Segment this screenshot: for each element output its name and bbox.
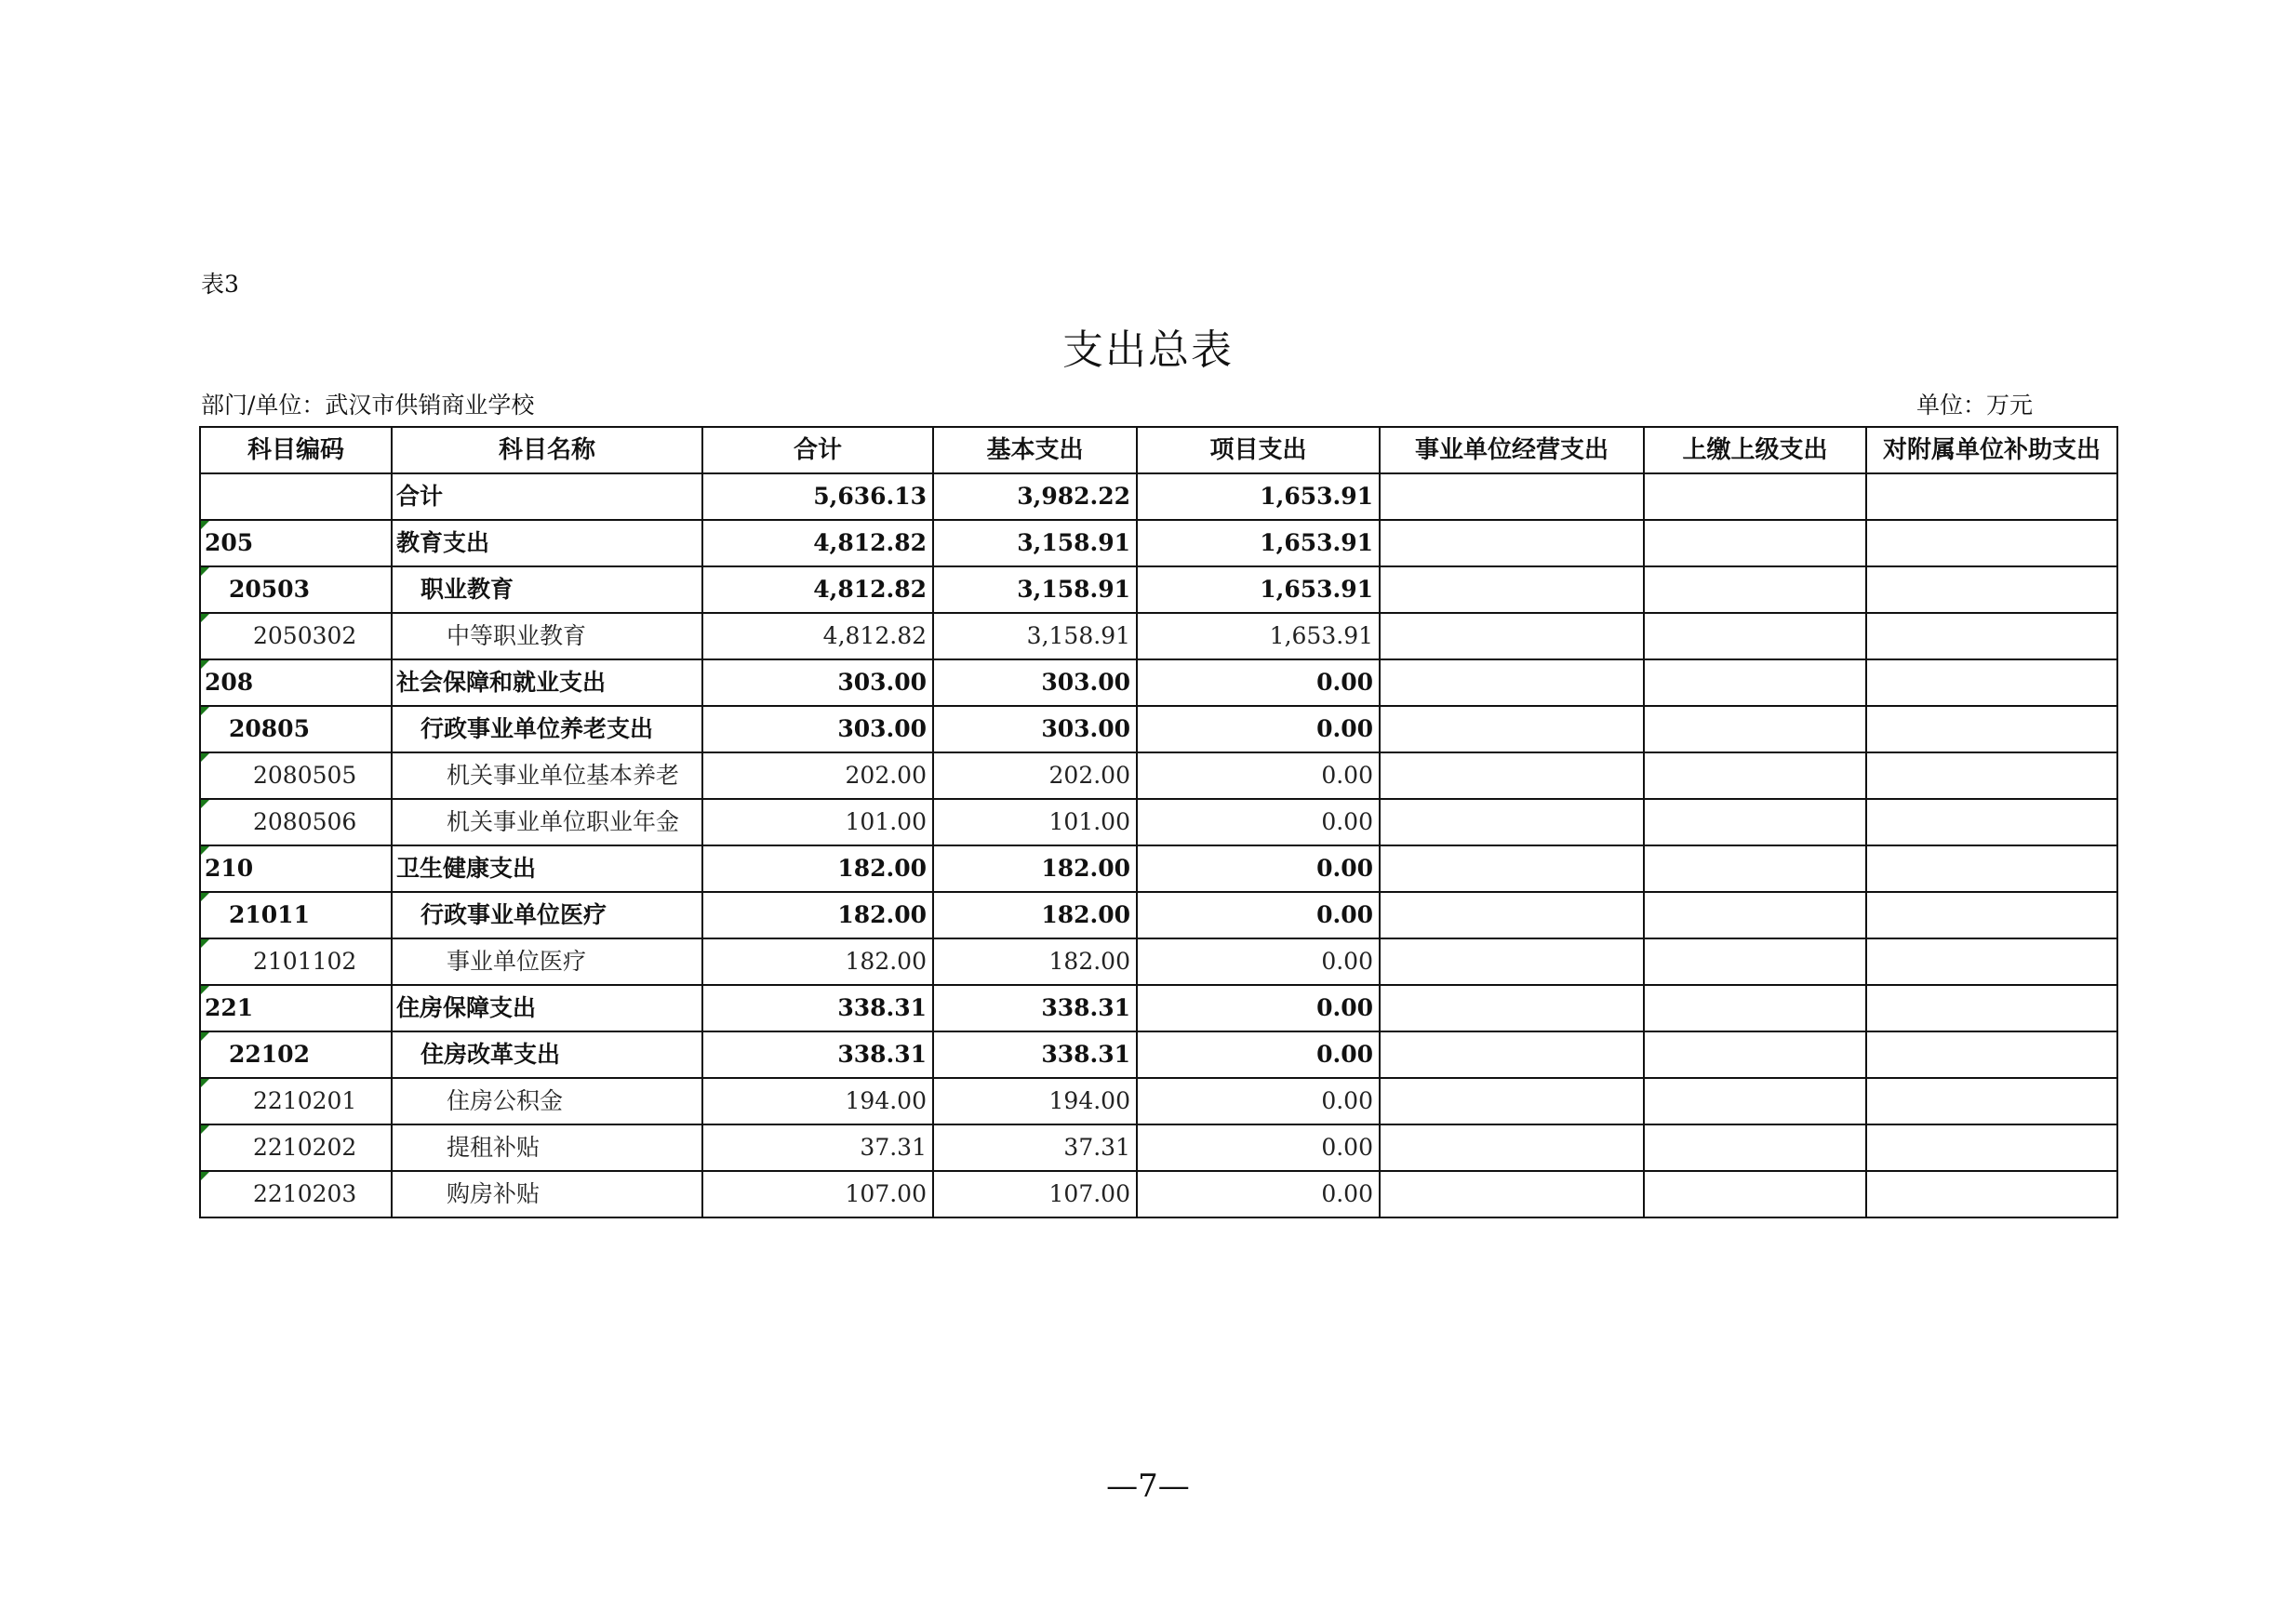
basic-expenditure-cell: 3,158.91 xyxy=(933,520,1137,566)
subject-name-cell: 行政事业单位养老支出 xyxy=(392,706,702,752)
business-expenditure-cell xyxy=(1380,613,1644,659)
basic-expenditure-cell: 37.31 xyxy=(933,1124,1137,1171)
subject-name-cell: 行政事业单位医疗 xyxy=(392,892,702,938)
subsidy-affiliates-cell xyxy=(1866,985,2117,1031)
table-row xyxy=(200,1031,2117,1078)
remit-superior-cell xyxy=(1644,613,1866,659)
subject-code-cell: 2080506 xyxy=(200,799,392,845)
cell-marker-icon xyxy=(201,1032,209,1041)
business-expenditure-cell xyxy=(1380,520,1644,566)
business-expenditure-cell xyxy=(1380,659,1644,706)
subject-name-cell: 事业单位医疗 xyxy=(392,938,702,985)
business-expenditure-cell xyxy=(1380,938,1644,985)
total-cell: 338.31 xyxy=(702,985,933,1031)
project-expenditure-cell: 1,653.91 xyxy=(1137,520,1380,566)
basic-expenditure-cell: 3,158.91 xyxy=(933,566,1137,613)
subsidy-affiliates-cell xyxy=(1866,1171,2117,1217)
table-row xyxy=(200,1124,2117,1171)
subject-name-cell: 中等职业教育 xyxy=(392,613,702,659)
remit-superior-cell xyxy=(1644,1171,1866,1217)
total-cell: 101.00 xyxy=(702,799,933,845)
business-expenditure-cell xyxy=(1380,1171,1644,1217)
project-expenditure-cell: 0.00 xyxy=(1137,752,1380,799)
subsidy-affiliates-cell xyxy=(1866,520,2117,566)
business-expenditure-cell xyxy=(1380,1031,1644,1078)
table-row xyxy=(200,520,2117,566)
cell-marker-icon xyxy=(201,1172,209,1180)
business-expenditure-cell xyxy=(1380,985,1644,1031)
remit-superior-cell xyxy=(1644,566,1866,613)
subsidy-affiliates-cell xyxy=(1866,566,2117,613)
basic-expenditure-cell: 202.00 xyxy=(933,752,1137,799)
subject-name-cell: 社会保障和就业支出 xyxy=(392,659,702,706)
remit-superior-cell xyxy=(1644,706,1866,752)
subject-code-cell: 208 xyxy=(200,659,392,706)
business-expenditure-cell xyxy=(1380,892,1644,938)
subject-code-cell: 20503 xyxy=(200,566,392,613)
total-cell: 5,636.13 xyxy=(702,473,933,520)
project-expenditure-cell: 0.00 xyxy=(1137,1124,1380,1171)
table-row xyxy=(200,659,2117,706)
remit-superior-cell xyxy=(1644,473,1866,520)
remit-superior-cell xyxy=(1644,938,1866,985)
subject-name-cell: 职业教育 xyxy=(392,566,702,613)
total-cell: 182.00 xyxy=(702,845,933,892)
total-cell: 338.31 xyxy=(702,1031,933,1078)
project-expenditure-cell: 1,653.91 xyxy=(1137,613,1380,659)
cell-marker-icon xyxy=(201,846,209,855)
business-expenditure-cell xyxy=(1380,1124,1644,1171)
header-total: 合计 xyxy=(702,427,933,473)
subject-name-cell: 住房保障支出 xyxy=(392,985,702,1031)
subject-code-cell: 2050302 xyxy=(200,613,392,659)
cell-marker-icon xyxy=(201,753,209,762)
subject-code-cell: 20805 xyxy=(200,706,392,752)
table-row xyxy=(200,566,2117,613)
business-expenditure-cell xyxy=(1380,752,1644,799)
basic-expenditure-cell: 3,982.22 xyxy=(933,473,1137,520)
project-expenditure-cell: 0.00 xyxy=(1137,892,1380,938)
table-row xyxy=(200,752,2117,799)
subject-code-cell: 2101102 xyxy=(200,938,392,985)
cell-marker-icon xyxy=(201,893,209,901)
basic-expenditure-cell: 303.00 xyxy=(933,659,1137,706)
subject-code-cell: 21011 xyxy=(200,892,392,938)
project-expenditure-cell: 0.00 xyxy=(1137,845,1380,892)
remit-superior-cell xyxy=(1644,1031,1866,1078)
basic-expenditure-cell: 107.00 xyxy=(933,1171,1137,1217)
cell-marker-icon xyxy=(201,800,209,808)
cell-marker-icon xyxy=(201,614,209,622)
subsidy-affiliates-cell xyxy=(1866,613,2117,659)
remit-superior-cell xyxy=(1644,752,1866,799)
cell-marker-icon xyxy=(201,986,209,994)
project-expenditure-cell: 1,653.91 xyxy=(1137,473,1380,520)
subject-code-cell: 221 xyxy=(200,985,392,1031)
subject-name-cell: 卫生健康支出 xyxy=(392,845,702,892)
subsidy-affiliates-cell xyxy=(1866,706,2117,752)
basic-expenditure-cell: 101.00 xyxy=(933,799,1137,845)
subsidy-affiliates-cell xyxy=(1866,752,2117,799)
basic-expenditure-cell: 182.00 xyxy=(933,845,1137,892)
cell-marker-icon xyxy=(201,660,209,669)
table-row xyxy=(200,892,2117,938)
project-expenditure-cell: 0.00 xyxy=(1137,659,1380,706)
total-cell: 194.00 xyxy=(702,1078,933,1124)
table-row xyxy=(200,473,2117,520)
page-title: 支出总表 xyxy=(1062,326,1234,374)
subject-name-cell: 机关事业单位职业年金 xyxy=(392,799,702,845)
subject-code-cell: 2210202 xyxy=(200,1124,392,1171)
subject-name-cell: 合计 xyxy=(392,473,702,520)
project-expenditure-cell: 0.00 xyxy=(1137,799,1380,845)
project-expenditure-cell: 1,653.91 xyxy=(1137,566,1380,613)
total-cell: 107.00 xyxy=(702,1171,933,1217)
header-basic-expenditure: 基本支出 xyxy=(933,427,1137,473)
table-row xyxy=(200,706,2117,752)
subsidy-affiliates-cell xyxy=(1866,473,2117,520)
remit-superior-cell xyxy=(1644,799,1866,845)
project-expenditure-cell: 0.00 xyxy=(1137,985,1380,1031)
basic-expenditure-cell: 3,158.91 xyxy=(933,613,1137,659)
remit-superior-cell xyxy=(1644,845,1866,892)
department-label: 部门/单位：武汉市供销商业学校 xyxy=(201,392,535,419)
table-row xyxy=(200,985,2117,1031)
cell-marker-icon xyxy=(201,567,209,576)
remit-superior-cell xyxy=(1644,520,1866,566)
page-number: —7— xyxy=(1106,1468,1190,1505)
subject-name-cell: 机关事业单位基本养老 xyxy=(392,752,702,799)
total-cell: 4,812.82 xyxy=(702,613,933,659)
project-expenditure-cell: 0.00 xyxy=(1137,1078,1380,1124)
subject-name-cell: 购房补贴 xyxy=(392,1171,702,1217)
project-expenditure-cell: 0.00 xyxy=(1137,1171,1380,1217)
cell-marker-icon xyxy=(201,939,209,948)
table-row xyxy=(200,938,2117,985)
basic-expenditure-cell: 303.00 xyxy=(933,706,1137,752)
header-subsidy-affiliates: 对附属单位补助支出 xyxy=(1866,427,2117,473)
business-expenditure-cell xyxy=(1380,566,1644,613)
subsidy-affiliates-cell xyxy=(1866,845,2117,892)
table-row xyxy=(200,1078,2117,1124)
basic-expenditure-cell: 338.31 xyxy=(933,1031,1137,1078)
cell-marker-icon xyxy=(201,1079,209,1087)
total-cell: 303.00 xyxy=(702,706,933,752)
cell-marker-icon xyxy=(201,521,209,529)
subject-name-cell: 住房改革支出 xyxy=(392,1031,702,1078)
subject-code-cell: 205 xyxy=(200,520,392,566)
remit-superior-cell xyxy=(1644,892,1866,938)
project-expenditure-cell: 0.00 xyxy=(1137,938,1380,985)
basic-expenditure-cell: 182.00 xyxy=(933,938,1137,985)
remit-superior-cell xyxy=(1644,985,1866,1031)
subsidy-affiliates-cell xyxy=(1866,892,2117,938)
header-subject-name: 科目名称 xyxy=(392,427,702,473)
total-cell: 303.00 xyxy=(702,659,933,706)
basic-expenditure-cell: 194.00 xyxy=(933,1078,1137,1124)
subsidy-affiliates-cell xyxy=(1866,659,2117,706)
business-expenditure-cell xyxy=(1380,845,1644,892)
subject-code-cell: 2080505 xyxy=(200,752,392,799)
total-cell: 4,812.82 xyxy=(702,520,933,566)
subsidy-affiliates-cell xyxy=(1866,1124,2117,1171)
cell-marker-icon xyxy=(201,707,209,715)
header-business-expenditure: 事业单位经营支出 xyxy=(1380,427,1644,473)
subject-code-cell: 2210201 xyxy=(200,1078,392,1124)
business-expenditure-cell xyxy=(1380,799,1644,845)
remit-superior-cell xyxy=(1644,1124,1866,1171)
project-expenditure-cell: 0.00 xyxy=(1137,1031,1380,1078)
business-expenditure-cell xyxy=(1380,1078,1644,1124)
header-project-expenditure: 项目支出 xyxy=(1137,427,1380,473)
basic-expenditure-cell: 338.31 xyxy=(933,985,1137,1031)
subject-code-cell xyxy=(200,473,392,520)
expenditure-table xyxy=(199,426,2118,1218)
table-row xyxy=(200,613,2117,659)
subject-code-cell: 22102 xyxy=(200,1031,392,1078)
subsidy-affiliates-cell xyxy=(1866,938,2117,985)
table-row xyxy=(200,1171,2117,1217)
subsidy-affiliates-cell xyxy=(1866,1078,2117,1124)
total-cell: 182.00 xyxy=(702,892,933,938)
project-expenditure-cell: 0.00 xyxy=(1137,706,1380,752)
subject-name-cell: 提租补贴 xyxy=(392,1124,702,1171)
subject-name-cell: 住房公积金 xyxy=(392,1078,702,1124)
subject-name-cell: 教育支出 xyxy=(392,520,702,566)
subsidy-affiliates-cell xyxy=(1866,799,2117,845)
basic-expenditure-cell: 182.00 xyxy=(933,892,1137,938)
cell-marker-icon xyxy=(201,1125,209,1134)
remit-superior-cell xyxy=(1644,1078,1866,1124)
remit-superior-cell xyxy=(1644,659,1866,706)
business-expenditure-cell xyxy=(1380,706,1644,752)
business-expenditure-cell xyxy=(1380,473,1644,520)
table-number: 表3 xyxy=(201,271,239,298)
total-cell: 37.31 xyxy=(702,1124,933,1171)
total-cell: 182.00 xyxy=(702,938,933,985)
header-remit-superior: 上缴上级支出 xyxy=(1644,427,1866,473)
total-cell: 202.00 xyxy=(702,752,933,799)
table-header-row xyxy=(200,427,2117,473)
total-cell: 4,812.82 xyxy=(702,566,933,613)
header-subject-code: 科目编码 xyxy=(200,427,392,473)
unit-label: 单位：万元 xyxy=(1916,392,2034,419)
table-row xyxy=(200,799,2117,845)
subsidy-affiliates-cell xyxy=(1866,1031,2117,1078)
table-row xyxy=(200,845,2117,892)
subject-code-cell: 2210203 xyxy=(200,1171,392,1217)
subject-code-cell: 210 xyxy=(200,845,392,892)
